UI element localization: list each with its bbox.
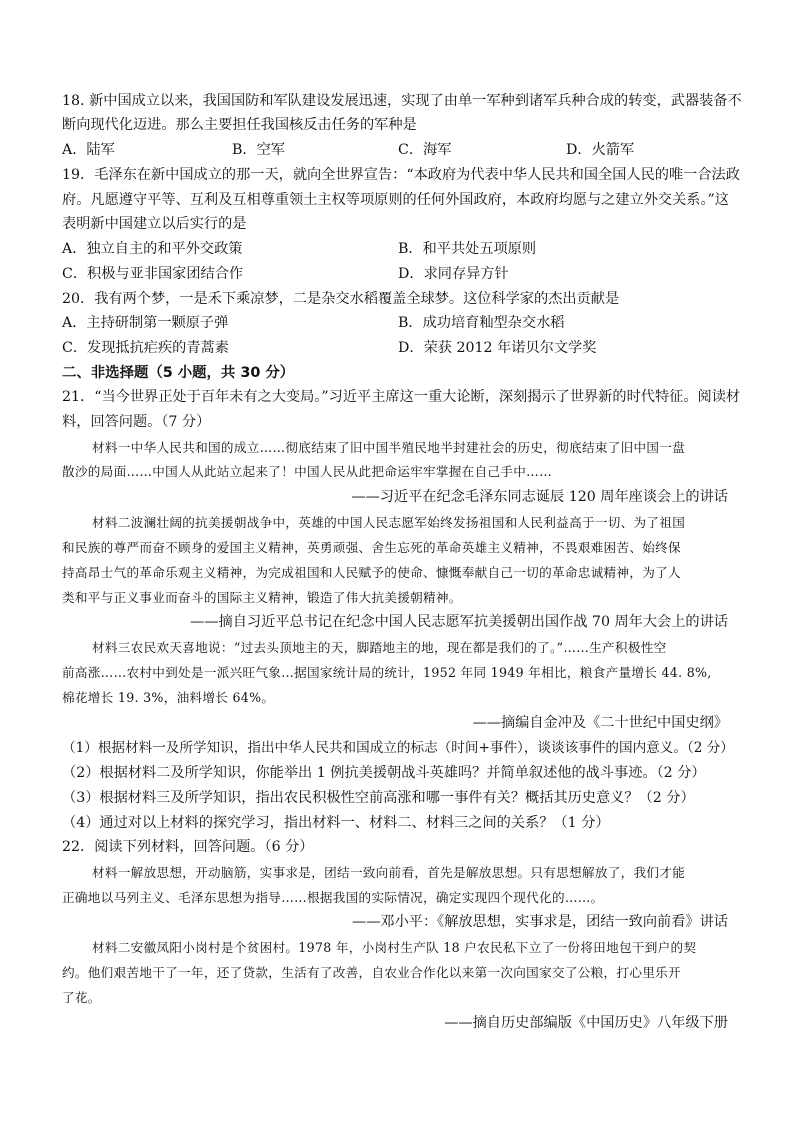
q21-material-2-line-2: 和民族的尊严而奋不顾身的爱国主义精神，英勇顽强、舍生忘死的革命英雄主义精神，不畏艰难困苦、始终保 [62, 540, 681, 555]
q18-option-d[interactable]: D．火箭军 [566, 142, 635, 158]
q21-subquestion-3: （3）根据材料三及所学知识，指出农民积极性空前高涨和哪一事件有关？概括其历史意义？（2 分） [62, 790, 695, 806]
q20-stem: 20．我有两个梦，一是禾下乘凉梦，二是杂交水稻覆盖全球梦。这位科学家的杰出贡献是 [62, 291, 620, 307]
q18-option-a[interactable]: A．陆军 [62, 142, 115, 158]
q19-option-d[interactable]: D．求同存异方针 [398, 266, 509, 282]
q21-material-2-source: ——摘自习近平总书记在纪念中国人民志愿军抗美援朝出国作战 70 周年大会上的讲话 [190, 614, 728, 630]
q21-material-1-source: ——习近平在纪念毛泽东同志诞辰 120 周年座谈会上的讲话 [351, 489, 728, 505]
q19-stem-line-1: 19．毛泽东在新中国成立的那一天，就向全世界宣告：“本政府为代表中华人民共和国全国人民的唯一合法政 [62, 167, 740, 183]
q21-subquestion-4: （4）通过对以上材料的探究学习，指出材料一、材料二、材料三之间的关系？（1 分） [62, 815, 610, 831]
q21-material-1-line-2: 散沙的局面……中国人从此站立起来了！中国人民从此把命运牢牢掌握在自己手中…… [62, 464, 552, 479]
q21-subquestion-1: （1）根据材料一及所学知识，指出中华人民共和国成立的标志（时间+事件），谈谈该事件的国内意义。（2 分） [62, 740, 734, 756]
q22-material-1-line-1: 材料一解放思想，开动脑筋，实事求是，团结一致向前看，首先是解放思想。只有思想解放了，我们才能 [92, 865, 686, 880]
q19-option-b[interactable]: B．和平共处五项原则 [398, 241, 537, 257]
q21-material-2-line-1: 材料二波澜壮阔的抗美援朝战争中，英雄的中国人民志愿军始终发扬祖国和人民利益高于一切、为了祖国 [92, 515, 686, 530]
q19-option-c[interactable]: C．积极与亚非国家团结合作 [62, 266, 244, 282]
q21-stem-line-2: 料，回答问题。（7 分） [62, 414, 211, 430]
q21-stem-line-1: 21．“当今世界正处于百年未有之大变局。”习近平主席这一重大论断，深刻揭示了世界新的时代特征。阅读材 [62, 389, 741, 405]
q18-option-c[interactable]: C．海军 [398, 142, 452, 158]
q22-material-2-line-1: 材料二安徽凤阳小岗村是个贫困村。1978 年，小岗村生产队 18 户农民私下立了一份将田地包干到户的契 [92, 940, 697, 955]
q21-material-3-source: ——摘编自金冲及《二十世纪中国史纲》 [472, 715, 728, 731]
q22-material-2-line-3: 了花。 [62, 990, 101, 1005]
q21-material-3-line-1: 材料三农民欢天喜地说：“过去头顶地主的天，脚踏地主的地，现在都是我们的了。”……生产积极性空 [92, 640, 667, 655]
q18-stem-line-2: 断向现代化迈进。那么主要担任我国核反击任务的军种是 [62, 117, 417, 133]
q21-material-1-line-1: 材料一中华人民共和国的成立……彻底结束了旧中国半殖民地半封建社会的历史，彻底结束了旧中国一盘 [92, 440, 686, 455]
q18-option-b[interactable]: B．空军 [232, 142, 285, 158]
q19-option-a[interactable]: A．独立自主的和平外交政策 [62, 241, 243, 257]
q21-material-2-line-3: 持高昂士气的革命乐观主义精神，为完成祖国和人民赋予的使命、慷慨奉献自己一切的革命忠诚精神，为了人 [62, 565, 681, 580]
q20-option-c[interactable]: C．发现抵抗疟疾的青蒿素 [62, 340, 229, 356]
q21-material-3-line-2: 前高涨……农村中到处是一派兴旺气象…据国家统计局的统计，1952 年同 1949 年相比，粮食产量增长 44. 8%, [62, 665, 712, 680]
q19-stem-line-3: 表明新中国建立以后实行的是 [62, 216, 247, 232]
q22-material-1-source: ——邓小平：《解放思想，实事求是，团结一致向前看》讲话 [352, 914, 728, 930]
q18-stem-line-1: 18. 新中国成立以来，我国国防和军队建设发展迅速，实现了由单一军种到诸军兵种合成的转变，武器装备不 [62, 93, 742, 109]
q19-stem-line-2: 府。凡愿遵守平等、互利及互相尊重领土主权等项原则的任何外国政府，本政府均愿与之建立外交关系。”这 [62, 192, 729, 208]
section-2-title: 二、非选择题（5 小题，共 30 分） [62, 365, 295, 381]
q20-option-d[interactable]: D．荣获 2012 年诺贝尔文学奖 [398, 340, 597, 356]
q21-material-3-line-3: 棉花增长 19. 3%，油料增长 64%。 [62, 690, 275, 705]
q21-subquestion-2: （2）根据材料二及所学知识，你能举出 1 例抗美援朝战斗英雄吗？并简单叙述他的战斗事迹。（2 分） [62, 765, 706, 781]
q21-material-2-line-4: 类和平与正义事业而奋斗的国际主义精神，锻造了伟大抗美援朝精神。 [62, 590, 462, 605]
q22-material-2-line-2: 约。他们艰苦地干了一年，还了贷款，生活有了改善，自农业合作化以来第一次向国家交了公粮，打心里乐开 [62, 965, 681, 980]
q22-material-1-line-2: 正确地以马列主义、毛泽东思想为指导……根据我国的实际情况，确定实现四个现代化的……。 [62, 890, 604, 905]
q20-option-b[interactable]: B．成功培育籼型杂交水稻 [398, 315, 565, 331]
q22-material-2-source: ——摘自历史部编版《中国历史》八年级下册 [444, 1015, 728, 1031]
q20-option-a[interactable]: A．主持研制第一颗原子弹 [62, 315, 229, 331]
q22-stem: 22．阅读下列材料，回答问题。（6 分） [62, 839, 314, 855]
